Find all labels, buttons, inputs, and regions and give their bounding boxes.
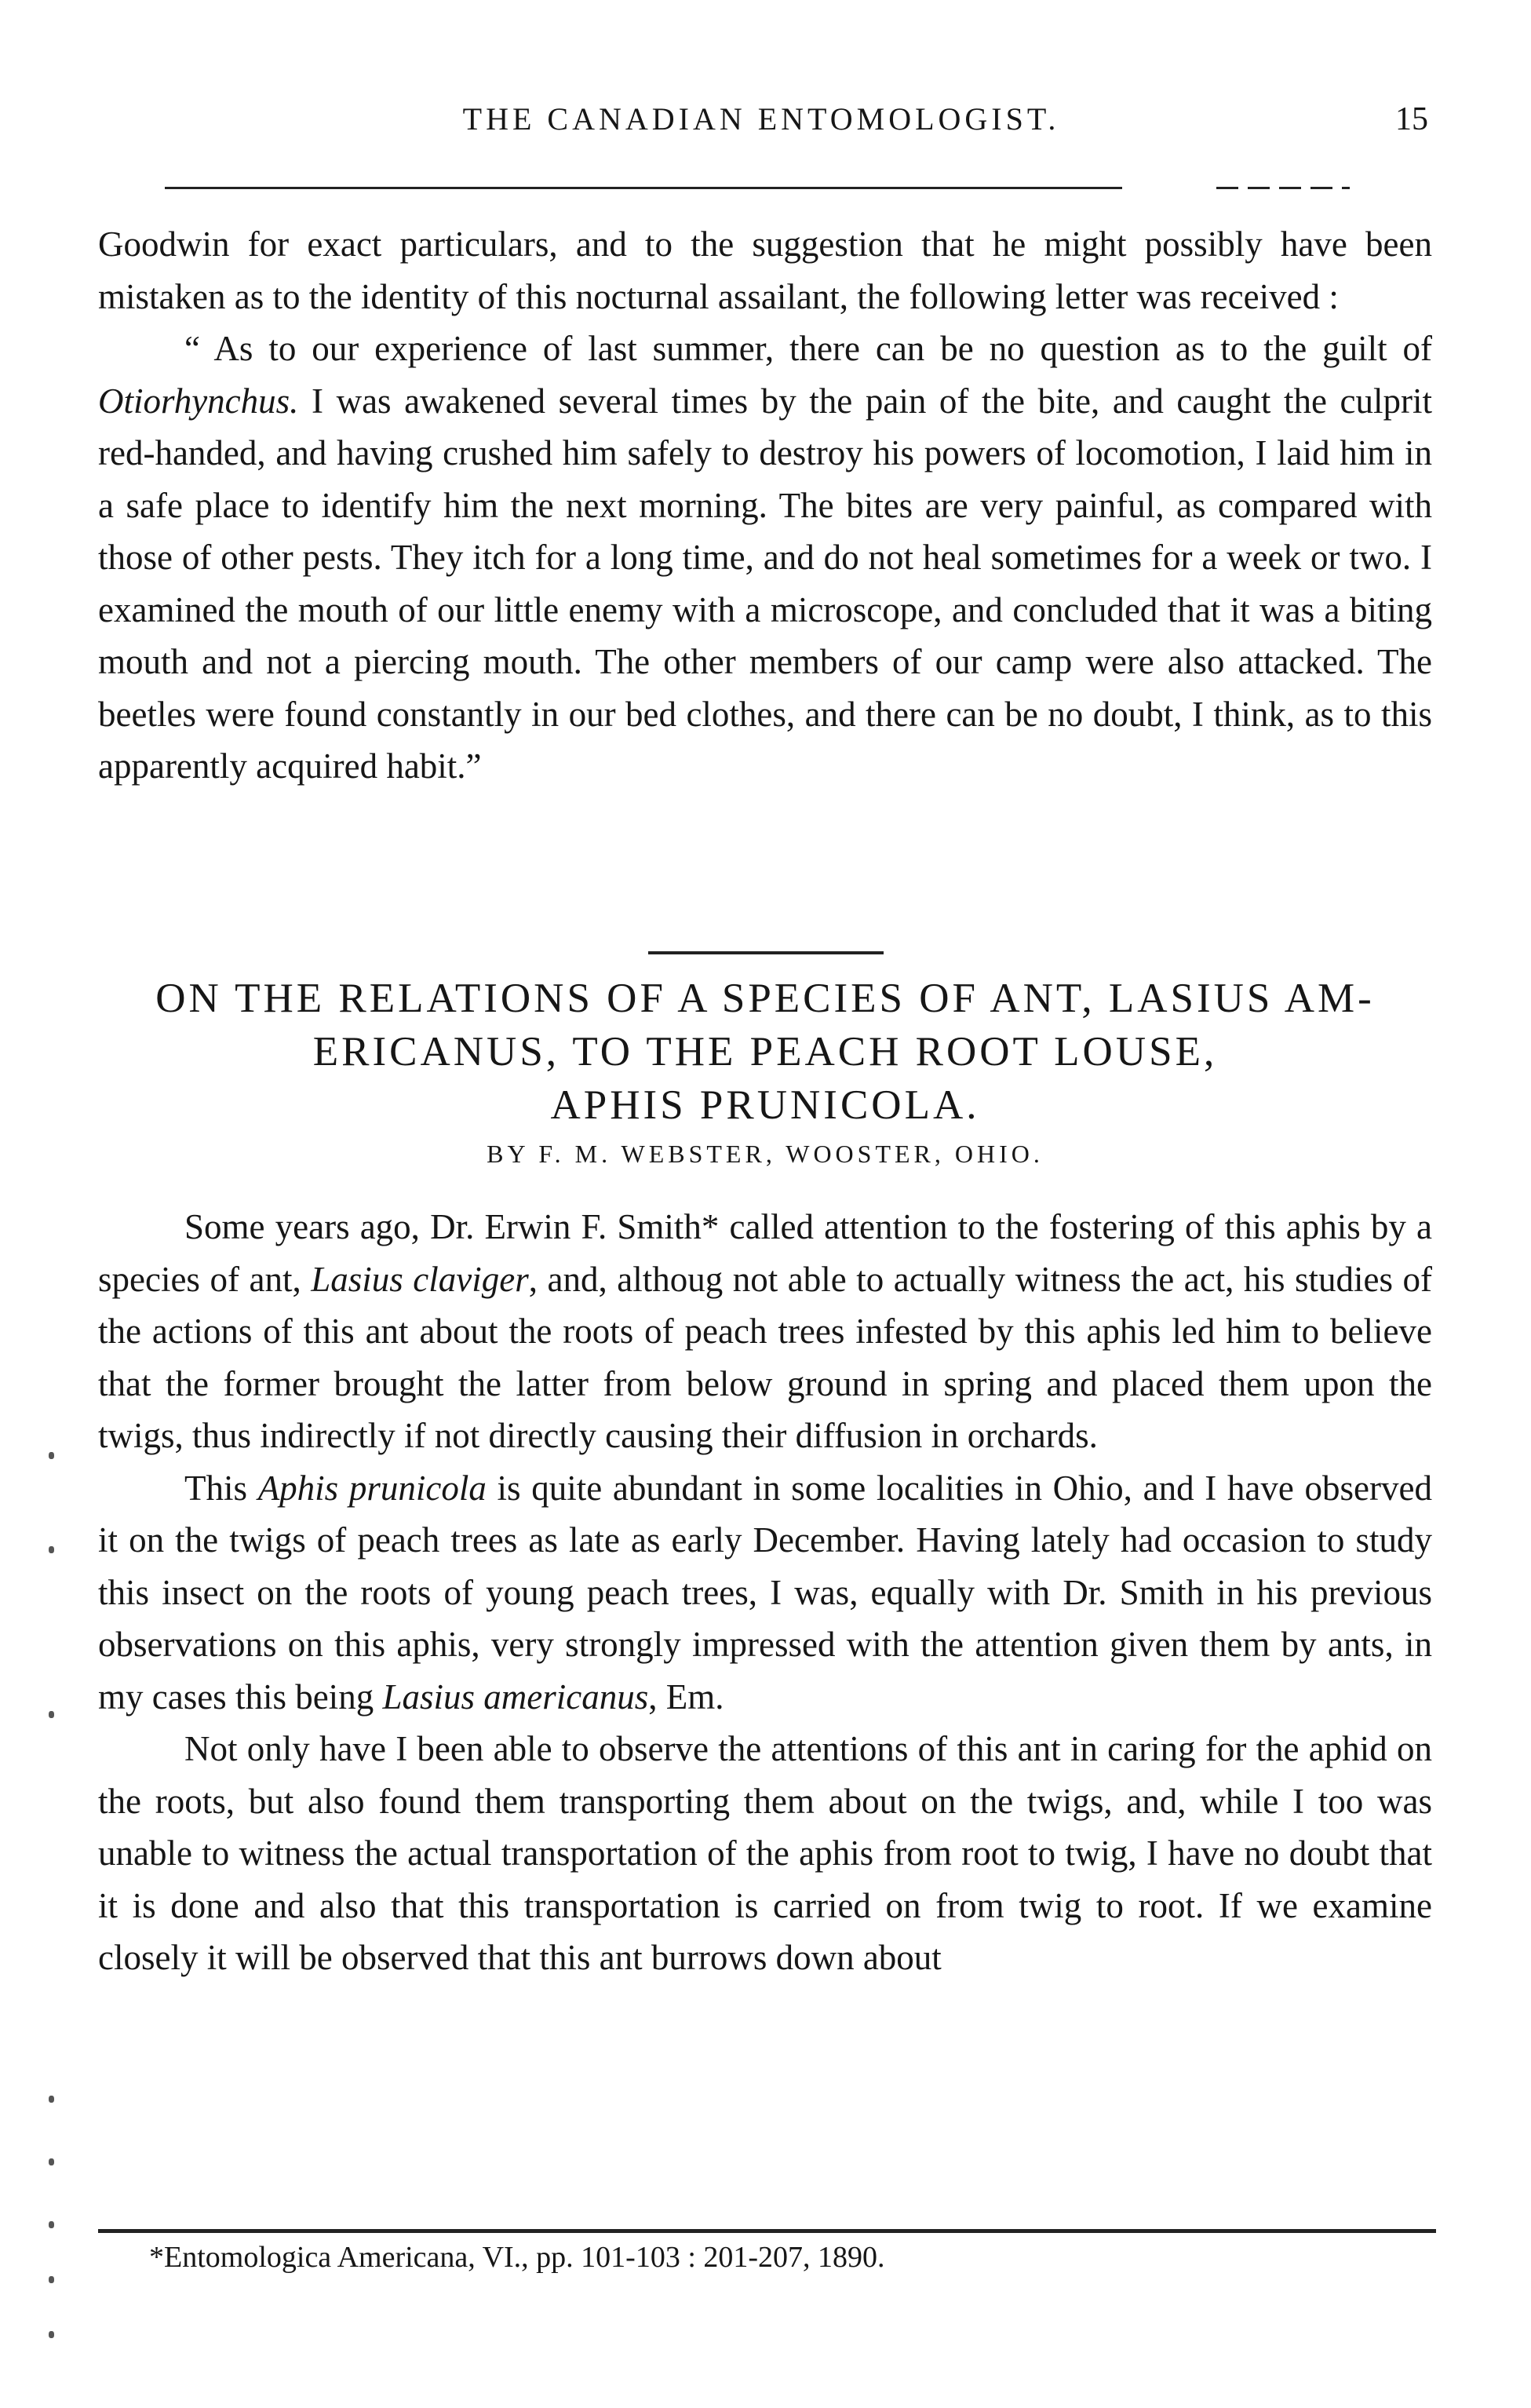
print-speck <box>49 2158 54 2165</box>
print-speck <box>49 1546 54 1553</box>
page-number: 15 <box>1395 101 1428 137</box>
header-rule <box>165 187 1122 189</box>
print-speck <box>49 2331 54 2338</box>
print-speck <box>49 2096 54 2103</box>
letter-quote-paragraph <box>98 323 1432 793</box>
article-title-line-3: APHIS PRUNICOLA. <box>550 1082 980 1128</box>
article-body <box>98 1201 1432 1984</box>
paragraph-2-text-end: , Em. <box>648 1676 724 1717</box>
footnote-rule <box>98 2229 1436 2233</box>
article-title <box>98 972 1432 1132</box>
print-speck <box>49 1452 54 1459</box>
article-title-line-1: ON THE RELATIONS OF A SPECIES OF ANT, LASIUS AM- <box>155 976 1375 1021</box>
print-speck <box>49 2221 54 2228</box>
paragraph-1-species: Lasius claviger <box>311 1259 529 1299</box>
header-rule-dashes <box>1216 187 1350 189</box>
running-head <box>94 100 1428 148</box>
margin-print-specks <box>41 1452 72 2394</box>
paragraph-2-species-2: Lasius americanus <box>382 1676 649 1717</box>
quote-text-start: “ As to our experience of last summer, there can be no question as to the guilt of <box>184 329 1432 368</box>
letter-section <box>98 218 1432 793</box>
quote-text-rest: I was awakened several times by the pain of the bite, and caught the culprit red-handed, and having crushed him safely to destroy his powers of locomotion, I laid him in a safe place to identify him the next morning. The bites are very painful, as compared with those of other pests. They itch for a long time, and do not heal sometimes for a week or two. I examined the mouth of our little enemy with a microscope, and concluded that it was a biting mouth and not a piercing mouth. The other members of our camp were also attacked. The beetles were found constantly in our bed clothes, and there can be no doubt, I think, as to this apparently acquired habit.” <box>98 381 1432 786</box>
paragraph-1-text-start: Some years ago, Dr. Erwin F. Smith* called attention to the fostering of this aphis by a species of ant, <box>98 1207 1432 1299</box>
article-byline: BY F. M. WEBSTER, WOOSTER, OHIO. <box>487 1140 1044 1168</box>
paragraph-1-text-rest: , and, althoug not able to actually witness the act, his studies of the actions of this ant about the roots of peach trees infested by this aphis led him to believe that the former brought the latter from below ground in spring and placed them upon the twigs, thus indirectly if not directly causing their diffusion in orchards. <box>98 1259 1432 1455</box>
print-speck <box>49 1711 54 1718</box>
article-paragraph-3: Not only have I been able to observe the attentions of this ant in caring for the aphid on the roots, but also found them transporting them about on the twigs, and, while I too was unable to witness the actual transportation of the aphis from root to twig, I have no doubt that it is done and also that this transportation is carried on from twig to root. If we examine closely it will be observed that this ant burrows down about <box>98 1729 1432 1977</box>
quote-species-name: Otiorhynchus. <box>98 381 299 421</box>
print-speck <box>49 2276 54 2283</box>
article-paragraph-1 <box>98 1201 1432 1462</box>
footnote: *Entomologica Americana, VI., pp. 101-103 : 201-207, 1890. <box>149 2241 885 2274</box>
article-paragraph-2 <box>98 1462 1432 1724</box>
section-divider <box>648 951 884 954</box>
paragraph-2-species: Aphis prunicola <box>257 1468 487 1508</box>
journal-title: THE CANADIAN ENTOMOLOGIST. <box>462 101 1060 137</box>
letter-intro-paragraph: Goodwin for exact particulars, and to the suggestion that he might possibly have been mistaken as to the identity of this nocturnal assailant, the following letter was received : <box>98 224 1432 316</box>
article-title-line-2: ERICANUS, TO THE PEACH ROOT LOUSE, <box>312 1029 1218 1074</box>
paragraph-2-text-start: This <box>184 1468 258 1508</box>
paragraph-2-text-middle: is quite abundant in some localities in Ohio, and I have observed it on the twigs of peach trees as late as early December. Having lately had occasion to study this insect on the roots of young peach trees, I was, equally with Dr. Smith in his previous observations on this aphis, very strongly impressed with the attention given them by ants, in my cases this being <box>98 1468 1432 1717</box>
